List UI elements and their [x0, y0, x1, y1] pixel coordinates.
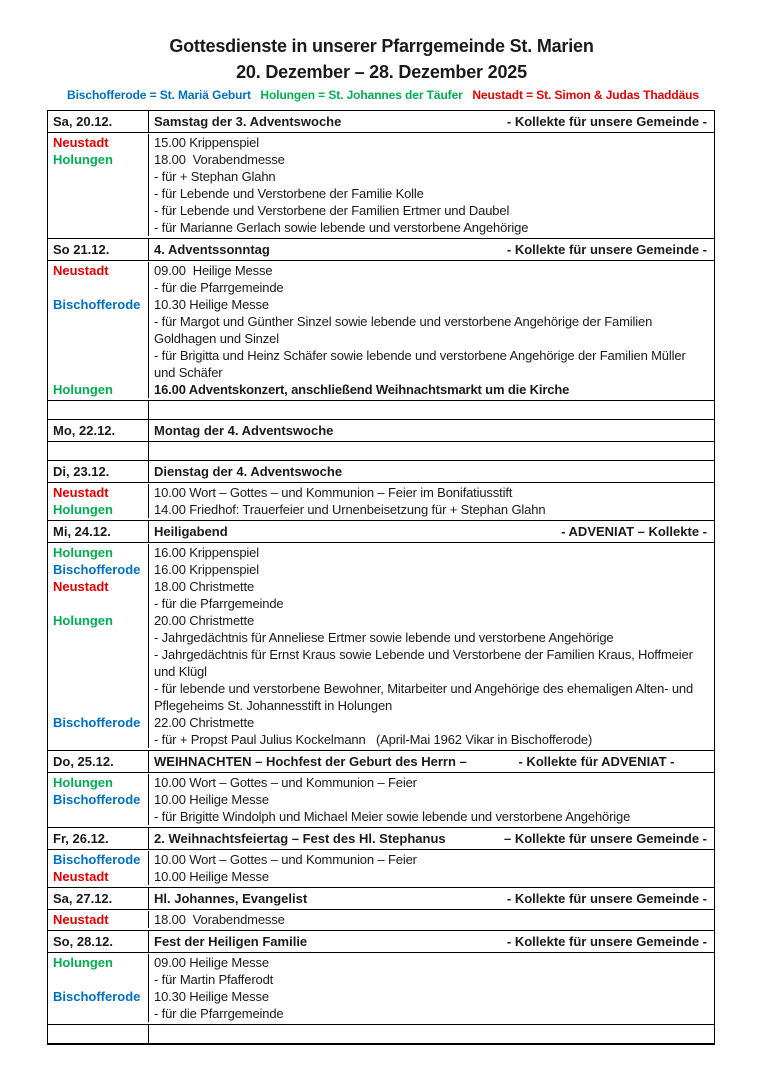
spacer-main-cell: [149, 401, 714, 419]
service-lines: [149, 501, 714, 518]
service-line: 10.00 Wort – Gottes – und Kommunion – Feier: [154, 852, 417, 867]
day-header-row: [48, 828, 714, 850]
service-line: - für + Propst Paul Julius Kockelmann (April-Mai 1962 Vikar in Bischofferode): [154, 732, 593, 747]
spacer-date-cell: [48, 442, 149, 460]
location-label: Neustadt: [48, 578, 149, 612]
spacer-row: [48, 442, 714, 461]
service-lines: [149, 296, 714, 381]
service-line: 10.00 Wort – Gottes – und Kommunion – Feier im Bonifatiusstift: [154, 485, 513, 500]
service-lines: [149, 774, 714, 791]
day-header-main: [149, 521, 714, 542]
location-label: Holungen: [48, 954, 149, 988]
day-body-row: [48, 543, 714, 751]
day-title: Montag der 4. Adventswoche: [154, 423, 334, 438]
page-title: Gottesdienste in unserer Pfarrgemeinde St. Marien: [169, 36, 594, 56]
day-date: Di, 23.12.: [48, 461, 149, 482]
day-kollekte: - Kollekte für ADVENIAT -: [518, 754, 707, 769]
legend-item-holungen: Holungen = St. Johannes der Täufer: [260, 88, 463, 102]
legend-item-bischofferode: Bischofferode = St. Mariä Geburt: [67, 88, 251, 102]
day-title: Heiligabend: [154, 524, 228, 539]
service-line: - für Brigitte Windolph und Michael Meier sowie lebende und verstorbene Angehörige: [154, 809, 631, 824]
document-header: [0, 0, 763, 85]
schedule-entry: [48, 261, 714, 296]
location-label: Bischofferode: [48, 791, 149, 825]
day-title: WEIHNACHTEN – Hochfest der Geburt des Herrn –: [154, 754, 467, 769]
day-header-row: [48, 751, 714, 773]
schedule-table: [47, 110, 715, 1045]
service-line: - für Marianne Gerlach sowie lebende und verstorbene Angehörige: [154, 220, 529, 235]
service-line: 10.30 Heilige Messe: [154, 297, 269, 312]
day-date: Sa, 27.12.: [48, 888, 149, 909]
day-body-row: [48, 850, 714, 888]
service-line: 10.00 Wort – Gottes – und Kommunion – Feier: [154, 775, 417, 790]
location-label: Bischofferode: [48, 851, 149, 868]
day-date: Fr, 26.12.: [48, 828, 149, 849]
day-header-main: [149, 751, 714, 772]
location-label: Bischofferode: [48, 296, 149, 381]
schedule-entry: [48, 791, 714, 827]
day-body-row: [48, 261, 714, 401]
service-line: 16.00 Adventskonzert, anschließend Weihnachtsmarkt um die Kirche: [154, 382, 570, 397]
schedule-entry: [48, 988, 714, 1024]
schedule-entry: [48, 953, 714, 988]
day-title: Samstag der 3. Adventswoche: [154, 114, 342, 129]
service-lines: [149, 134, 714, 151]
schedule-entry: [48, 773, 714, 791]
service-line: - Jahrgedächtnis für Anneliese Ertmer sowie lebende und verstorbene Angehörige: [154, 630, 614, 645]
day-header-row: [48, 931, 714, 953]
location-label: Bischofferode: [48, 988, 149, 1022]
service-line: - für Margot und Günther Sinzel sowie lebende und verstorbene Angehörige der Familien Goldhagen und Sinzel: [154, 314, 656, 346]
service-line: 10.00 Heilige Messe: [154, 792, 269, 807]
location-label: Holungen: [48, 501, 149, 518]
day-body-row: [48, 953, 714, 1025]
day-body-row: [48, 483, 714, 521]
spacer-row: [48, 401, 714, 420]
schedule-entry: [48, 381, 714, 400]
day-header-main: [149, 461, 714, 482]
service-lines: [149, 988, 714, 1022]
service-line: 18.00 Christmette: [154, 579, 255, 594]
day-header-main: [149, 239, 714, 260]
day-date: So 21.12.: [48, 239, 149, 260]
day-header-main: [149, 420, 714, 441]
service-lines: [149, 612, 714, 714]
day-header-row: [48, 888, 714, 910]
service-line: 18.00 Vorabendmesse: [154, 912, 285, 927]
day-header-main: [149, 888, 714, 909]
service-lines: [149, 151, 714, 236]
service-line: 09.00 Heilige Messe: [154, 263, 273, 278]
day-header-row: [48, 111, 714, 133]
schedule-entry: [48, 133, 714, 151]
location-label: Neustadt: [48, 262, 149, 296]
service-line: 10.00 Heilige Messe: [154, 869, 269, 884]
service-line: - für Lebende und Verstorbene der Familien Ertmer und Daubel: [154, 203, 510, 218]
day-body-row: [48, 910, 714, 931]
day-date: Mo, 22.12.: [48, 420, 149, 441]
service-lines: [149, 714, 714, 748]
schedule-entry: [48, 578, 714, 612]
location-label: Bischofferode: [48, 561, 149, 578]
service-line: 15.00 Krippenspiel: [154, 135, 259, 150]
schedule-entry: [48, 561, 714, 578]
day-header-main: [149, 828, 714, 849]
spacer-row: [48, 1025, 714, 1043]
service-line: 22.00 Christmette: [154, 715, 255, 730]
day-kollekte: - Kollekte für unsere Gemeinde -: [506, 242, 707, 257]
service-line: 09.00 Heilige Messe: [154, 955, 269, 970]
spacer-main-cell: [149, 442, 714, 460]
day-header-row: [48, 420, 714, 442]
service-lines: [149, 578, 714, 612]
legend: [67, 88, 699, 102]
service-line: - für lebende und verstorbene Bewohner, Mitarbeiter und Angehörige des ehemaligen Alten- und Pflegeheims St. Johannesstift in Holungen: [154, 681, 697, 713]
service-line: - für Lebende und Verstorbene der Familie Kolle: [154, 186, 424, 201]
service-lines: [149, 262, 714, 296]
day-header-row: [48, 461, 714, 483]
day-body-row: [48, 773, 714, 828]
location-label: Holungen: [48, 381, 149, 398]
spacer-main-cell: [149, 1025, 714, 1043]
day-date: So, 28.12.: [48, 931, 149, 952]
day-header-row: [48, 239, 714, 261]
location-label: Neustadt: [48, 134, 149, 151]
schedule-entry: [48, 296, 714, 381]
spacer-date-cell: [48, 1025, 149, 1043]
service-line: 16.00 Krippenspiel: [154, 545, 259, 560]
service-lines: [149, 484, 714, 501]
day-body-row: [48, 133, 714, 239]
legend-item-neustadt: Neustadt = St. Simon & Judas Thaddäus: [472, 88, 699, 102]
service-lines: [149, 911, 714, 928]
service-line: - Jahrgedächtnis für Ernst Kraus sowie Lebende und Verstorbene der Familien Kraus, Hoffmeier und Klügl: [154, 647, 697, 679]
schedule-entry: [48, 483, 714, 501]
day-header-main: [149, 931, 714, 952]
day-title: Hl. Johannes, Evangelist: [154, 891, 308, 906]
day-date: Sa, 20.12.: [48, 111, 149, 132]
service-lines: [149, 544, 714, 561]
day-kollekte: - Kollekte für unsere Gemeinde -: [506, 114, 707, 129]
spacer-date-cell: [48, 401, 149, 419]
service-line: - für Brigitta und Heinz Schäfer sowie lebende und verstorbene Angehörige der Familien Müller und Schäfer: [154, 348, 690, 380]
day-date: Do, 25.12.: [48, 751, 149, 772]
schedule-entry: [48, 543, 714, 561]
service-line: 16.00 Krippenspiel: [154, 562, 259, 577]
day-title: Fest der Heiligen Familie: [154, 934, 308, 949]
location-label: Bischofferode: [48, 714, 149, 748]
day-title: 4. Adventssonntag: [154, 242, 270, 257]
location-label: Holungen: [48, 151, 149, 236]
location-label: Neustadt: [48, 911, 149, 928]
service-line: 10.30 Heilige Messe: [154, 989, 269, 1004]
service-lines: [149, 851, 714, 868]
schedule-entry: [48, 501, 714, 520]
service-lines: [149, 868, 714, 885]
location-label: Holungen: [48, 774, 149, 791]
page-subtitle: 20. Dezember – 28. Dezember 2025: [236, 62, 527, 82]
location-label: Neustadt: [48, 868, 149, 885]
service-line: - für + Stephan Glahn: [154, 169, 276, 184]
day-kollekte: - Kollekte für unsere Gemeinde -: [506, 891, 707, 906]
day-title: 2. Weihnachtsfeiertag – Fest des Hl. Stephanus: [154, 831, 446, 846]
schedule-entry: [48, 850, 714, 868]
service-lines: [149, 381, 714, 398]
service-line: 18.00 Vorabendmesse: [154, 152, 285, 167]
day-date: Mi, 24.12.: [48, 521, 149, 542]
service-line: - für die Pfarrgemeinde: [154, 280, 284, 295]
day-kollekte: – Kollekte für unsere Gemeinde -: [503, 831, 707, 846]
service-line: - für die Pfarrgemeinde: [154, 1006, 284, 1021]
location-label: Holungen: [48, 612, 149, 714]
schedule-entry: [48, 910, 714, 930]
schedule-entry: [48, 714, 714, 750]
day-header-row: [48, 521, 714, 543]
location-label: Neustadt: [48, 484, 149, 501]
location-label: Holungen: [48, 544, 149, 561]
service-line: - für Martin Pfafferodt: [154, 972, 274, 987]
service-lines: [149, 791, 714, 825]
service-lines: [149, 561, 714, 578]
service-line: 14.00 Friedhof: Trauerfeier und Urnenbeisetzung für + Stephan Glahn: [154, 502, 546, 517]
day-header-main: [149, 111, 714, 132]
schedule-entry: [48, 612, 714, 714]
day-title: Dienstag der 4. Adventswoche: [154, 464, 343, 479]
service-line: - für die Pfarrgemeinde: [154, 596, 284, 611]
schedule-entry: [48, 868, 714, 887]
day-kollekte: - Kollekte für unsere Gemeinde -: [506, 934, 707, 949]
service-lines: [149, 954, 714, 988]
service-line: 20.00 Christmette: [154, 613, 255, 628]
schedule-entry: [48, 151, 714, 238]
day-kollekte: - ADVENIAT – Kollekte -: [561, 524, 707, 539]
